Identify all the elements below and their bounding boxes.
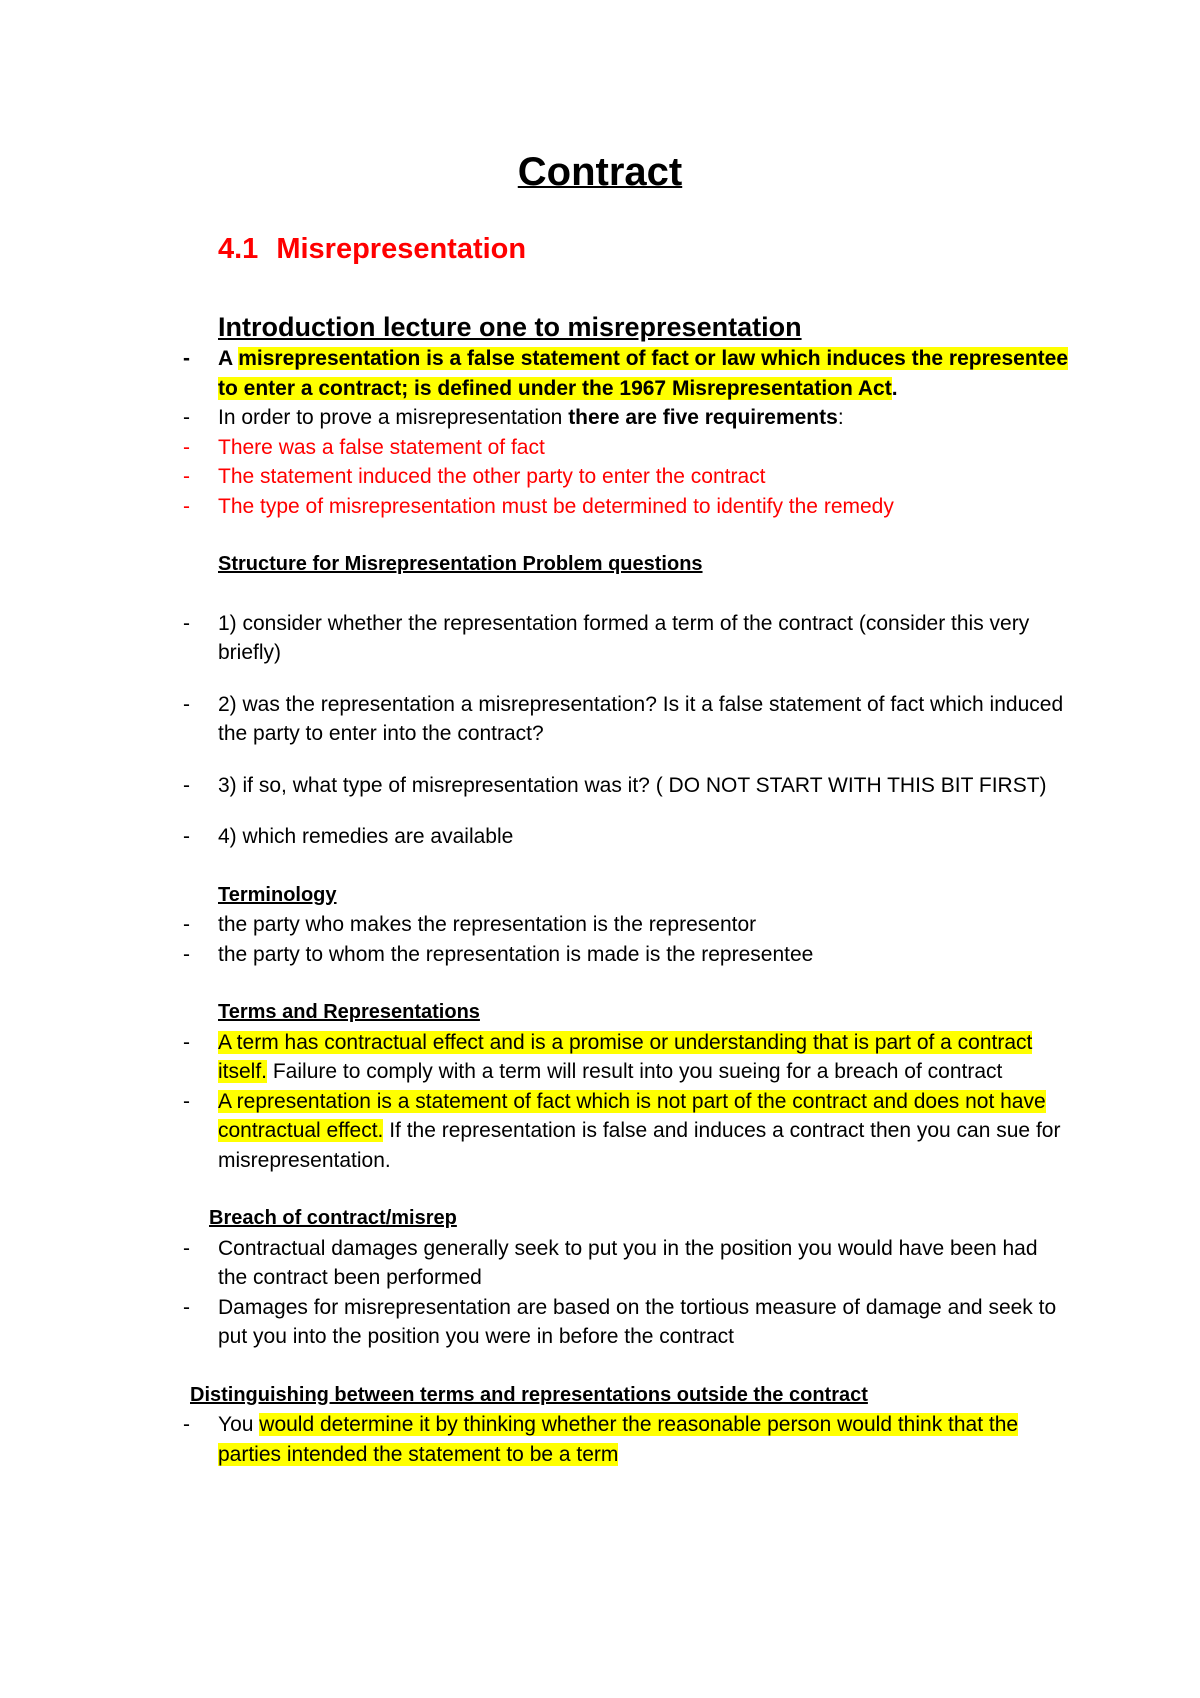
breach-heading: Breach of contract/misrep (209, 1207, 457, 1229)
section-heading (218, 233, 526, 266)
bullet-item: - There was a false statement of fact (183, 435, 545, 459)
bullet-item: - 3) if so, what type of misrepresentation was it? ( DO NOT START WITH THIS BIT FIRST) (183, 773, 1047, 797)
terms-heading: Terms and Representations (218, 1001, 480, 1023)
bullet-item: - Contractual damages generally seek to put you in the position you would have been had the contract been performed (183, 1236, 1038, 1289)
bullet-item: - the party to whom the representation is made is the representee (183, 942, 814, 966)
bullet-item: - 4) which remedies are available (183, 825, 514, 848)
distinguish-heading: Distinguishing between terms and representations outside the contract (190, 1383, 868, 1406)
section-label: Misrepresentation (276, 233, 527, 265)
bullet-item: - Damages for misrepresentation are based on the tortious measure of damage and seek to put you into the position you were in before the contract (183, 1295, 1057, 1348)
bullet-item: - A misrepresentation is a false statement of fact or law which induces the representee to enter a contract; is defined under the 1967 Misrepresentation Act. (183, 347, 1069, 400)
bullet-item: - 1) consider whether the representation formed a term of the contract (consider this very briefly) (183, 611, 1030, 664)
bullet-item: - The statement induced the other party to enter the contract (183, 465, 766, 488)
terminology-heading: Terminology (218, 883, 337, 906)
bullet-item: - 2) was the representation a misrepresentation? Is it a false statement of fact which induced the party to enter into the contract? (183, 692, 1064, 745)
bullet-item: - A representation is a statement of fact which is not part of the contract and does not have contractual effect. If the representation is false and induces a contract then you can sue for misrepresentation. (183, 1089, 1061, 1172)
intro-heading: Introduction lecture one to misrepresentation (218, 312, 802, 342)
structure-heading: Structure for Misrepresentation Problem questions (218, 553, 703, 575)
document-title: Contract (517, 150, 683, 194)
bullet-item: - The type of misrepresentation must be determined to identify the remedy (183, 494, 894, 518)
bullet-item: - In order to prove a misrepresentation there are five requirements: (183, 406, 844, 429)
highlighted-text: would determine it by thinking whether the reasonable person would think that the parties intended the statement to be a term (218, 1413, 1019, 1466)
section-number: 4.1 (218, 233, 259, 265)
bullet-item: - You would determine it by thinking whether the reasonable person would think that the parties intended the statement to be a term (183, 1413, 1019, 1466)
bullet-item: - A term has contractual effect and is a promise or understanding that is part of a contract itself. Failure to comply with a term will result into you sueing for a breach of contract (183, 1030, 1033, 1083)
highlighted-text: misrepresentation is a false statement of fact or law which induces the representee to enter a contract; is defined under the 1967 Misrepresentation Act (218, 347, 1069, 400)
highlighted-text: A term has contractual effect and is a promise or understanding that is part of a contract itself. (218, 1030, 1033, 1083)
bullet-item: - the party who makes the representation is the representor (183, 913, 757, 936)
document-body (0, 310, 1200, 1469)
highlighted-text: A representation is a statement of fact which is not part of the contract and does not have contractual effect. (218, 1089, 1046, 1142)
